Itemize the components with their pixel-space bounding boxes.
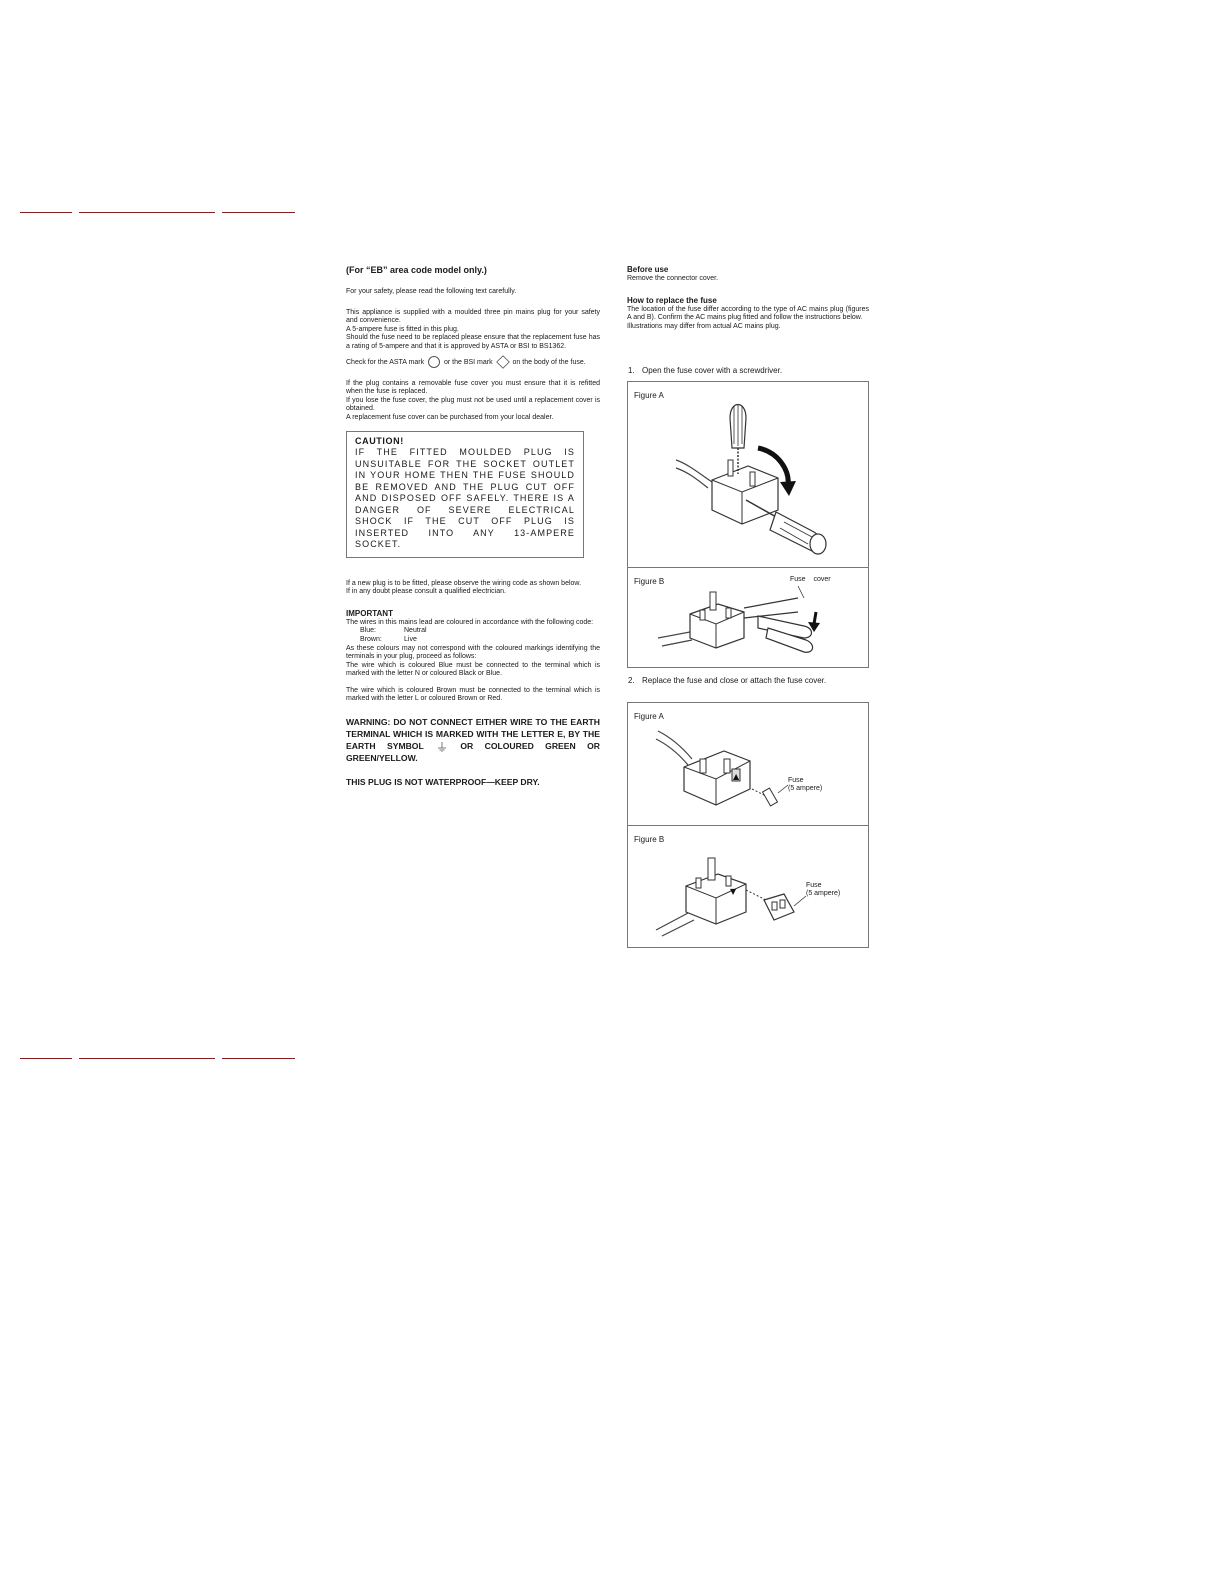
- wire-code-blue: [346, 627, 600, 636]
- consult-electrician: If in any doubt please consult a qualified electrician.: [346, 588, 506, 596]
- fuse-fitted: A 5-ampere fuse is fitted in this plug.: [346, 325, 459, 333]
- figure-label: Figure A: [634, 712, 664, 721]
- fuse-rating: (5 ampere): [788, 785, 823, 792]
- wire-meaning: Live: [404, 635, 417, 643]
- page-title: (For “EB” area code model only.): [346, 265, 487, 275]
- step-2: [628, 676, 860, 686]
- safety-intro: For your safety, please read the following text carefully.: [346, 288, 517, 295]
- illustration-note: Illustrations may differ from actual AC mains plug.: [627, 322, 781, 330]
- figure-label: Figure A: [634, 391, 664, 400]
- nav-line-top-2[interactable]: [79, 212, 215, 213]
- colours-text-2: The wire which is coloured Blue must be connected to the terminal which is marked with the letter N or coloured Black or Blue.: [346, 661, 600, 678]
- plug-fuse-cover-illustration: [628, 568, 868, 667]
- fuse-cover-text-2: If you lose the fuse cover, the plug must not be used until a replacement cover is obtained.: [346, 396, 600, 413]
- warning-text-a: WARNING: DO NOT CONNECT EITHER WIRE TO THE EARTH TERMINAL WHICH IS MARKED WITH THE LETTER E, BY THE EARTH SYMBOL: [346, 717, 600, 752]
- figure-a-replace-fuse: [627, 702, 869, 827]
- step-1: [628, 366, 782, 376]
- plug-fuse-carrier-illustration: [628, 826, 868, 947]
- fuse-mark-check: [346, 356, 600, 370]
- replace-fuse-title: How to replace the fuse: [627, 295, 717, 305]
- caution-box: [346, 431, 584, 558]
- wire-code-brown: [346, 636, 600, 645]
- figure-label: Figure B: [634, 577, 665, 586]
- svg-text:▼: ▼: [730, 887, 737, 896]
- nav-line-bottom-3[interactable]: [222, 1058, 295, 1059]
- wire-meaning: Neutral: [404, 627, 427, 635]
- figure-a-open-cover: [627, 381, 869, 569]
- important-text: The wires in this mains lead are coloured in accordance with the following code:: [346, 618, 594, 626]
- nav-line-bottom-1[interactable]: [20, 1058, 72, 1059]
- warning-text-b: OR COLOURED GREEN OR GREEN/YELLOW.: [346, 741, 600, 764]
- important-title: IMPORTANT: [346, 608, 393, 618]
- figure-b-open-cover: [627, 567, 869, 668]
- left-column: [346, 265, 600, 788]
- fuse-rating: (5 ampere): [806, 890, 841, 897]
- plug-fuse-illustration: [628, 703, 868, 826]
- fuse-label: Fuse: [788, 777, 804, 784]
- step-text: Open the fuse cover with a screwdriver.: [642, 366, 783, 375]
- fuse-cover-callout: Fuse cover: [790, 576, 831, 583]
- check-text-a: Check for the ASTA mark: [346, 358, 425, 366]
- earth-symbol-icon: [437, 742, 447, 752]
- figure-b-replace-fuse: [627, 825, 869, 948]
- before-use-text: Remove the connector cover.: [627, 275, 719, 282]
- asta-mark-icon: [428, 356, 440, 368]
- bsi-mark-icon: [496, 355, 510, 369]
- wire-color: Blue:: [360, 627, 376, 635]
- right-column: [627, 265, 869, 331]
- step-number: 2.: [628, 676, 635, 685]
- nav-line-top-3[interactable]: [222, 212, 295, 213]
- svg-text:▲: ▲: [733, 772, 740, 781]
- check-text-b: or the BSI mark: [443, 358, 493, 366]
- wire-color: Brown:: [360, 635, 382, 643]
- nav-line-top-1[interactable]: [20, 212, 72, 213]
- figure-label: Figure B: [634, 835, 665, 844]
- step-number: 1.: [628, 366, 635, 375]
- check-text-c: on the body of the fuse.: [512, 358, 586, 366]
- warning-text: [346, 716, 600, 764]
- plug-info: This appliance is supplied with a moulded three pin mains plug for your safety and convenience.: [346, 308, 600, 325]
- replace-fuse-text: The location of the fuse differ according to the type of AC mains plug (figures A and B). Confirm the AC mains plug fitted and follow the instructions below.: [627, 305, 869, 322]
- plug-screwdriver-illustration: [628, 382, 868, 568]
- fuse-cover-text-1: If the plug contains a removable fuse cover you must ensure that it is refitted when the fuse is replaced.: [346, 379, 600, 396]
- fuse-cover-text-3: A replacement fuse cover can be purchased from your local dealer.: [346, 413, 554, 421]
- waterproof-text: THIS PLUG IS NOT WATERPROOF—KEEP DRY.: [346, 777, 540, 788]
- new-plug-text: If a new plug is to be fitted, please observe the wiring code as shown below.: [346, 579, 582, 587]
- colours-text-1: As these colours may not correspond with the coloured markings identifying the terminals in your plug, proceed as follows:: [346, 644, 600, 661]
- caution-text: IF THE FITTED MOULDED PLUG IS UNSUITABLE FOR THE SOCKET OUTLET IN YOUR HOME THEN THE FUSE SHOULD BE REMOVED AND THE PLUG CUT OFF AND DISPOSED OFF SAFELY. THERE IS A DANGER OF SEVERE ELECTRICAL SHOCK IF THE CUT OFF PLUG IS INSERTED INTO ANY 13-AMPERE SOCKET.: [355, 447, 575, 550]
- nav-line-bottom-2[interactable]: [79, 1058, 215, 1059]
- step-text: Replace the fuse and close or attach the fuse cover.: [642, 676, 827, 685]
- fuse-label: Fuse: [806, 882, 822, 889]
- colours-text-3: The wire which is coloured Brown must be connected to the terminal which is marked with the letter L or coloured Brown or Red.: [346, 686, 600, 703]
- caution-title: CAUTION!: [355, 435, 404, 446]
- fuse-replace-info: Should the fuse need to be replaced please ensure that the replacement fuse has a rating of 5-ampere and that it is approved by ASTA or BSI to BS1362.: [346, 334, 600, 350]
- before-use-title: Before use: [627, 265, 669, 274]
